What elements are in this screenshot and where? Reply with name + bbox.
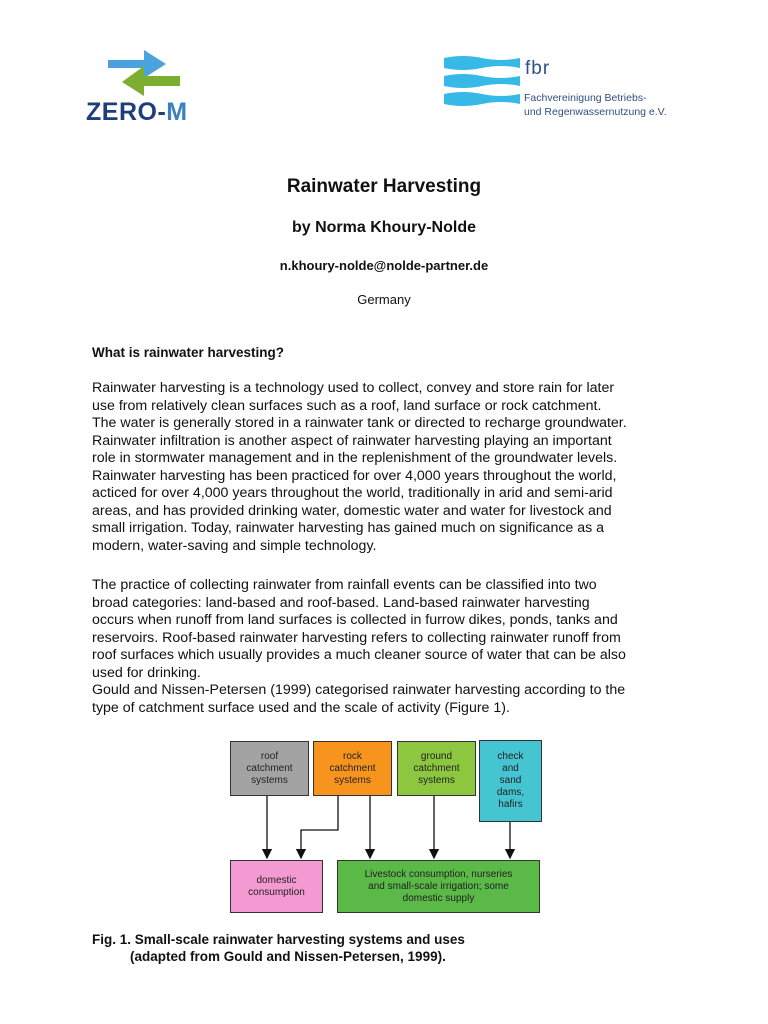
- zero-m-text-a: ZER: [86, 98, 138, 126]
- author-country: Germany: [357, 292, 411, 307]
- fbr-waves-icon: [444, 54, 520, 114]
- fbr-name: fbr: [525, 58, 551, 79]
- box-rock-catchment: rock catchment systems: [313, 741, 392, 796]
- box-domestic-consumption: domestic consumption: [230, 860, 323, 913]
- fbr-logo: [444, 54, 684, 124]
- figure-caption: [92, 931, 465, 965]
- box-livestock-consumption: Livestock consumption, nurseries and small-scale irrigation; some domestic supply: [337, 860, 540, 913]
- author-email: n.khoury-nolde@nolde-partner.de: [279, 258, 489, 273]
- zero-m-logo: [86, 46, 206, 126]
- box-ground-catchment: ground catchment systems: [397, 741, 476, 796]
- zero-m-text-c: M: [166, 98, 188, 126]
- box-roof-catchment: roof catchment systems: [230, 741, 309, 796]
- zero-m-text-b: O-: [137, 98, 167, 126]
- zero-m-wordmark: [86, 98, 188, 127]
- fbr-line-2: und Regenwassernutzung e.V.: [524, 106, 667, 118]
- fbr-line-1: Fachvereinigung Betriebs-: [524, 92, 647, 104]
- caption-line-1: Fig. 1. Small-scale rainwater harvesting systems and uses: [92, 932, 465, 947]
- paragraph-1: Rainwater harvesting is a technology used to collect, convey and store rain for later use from relatively clean surfaces such as a roof, land surface or rock catchment. The water is generally stored in a rainwater tank or directed to recharge groundwater. Rainwater infiltration is another aspect of rainwater harvesting playing an important role in stormwater management and in the replenishment of the groundwater levels. Rainwater harvesting has been practiced for over 4,000 years throughout the world, acticed for over 4,000 years throughout the world, traditionally in arid and semi-arid areas, and has provided drinking water, domestic water and water for livestock and small irrigation. Today, rainwater harvesting has gained much on significance as a modern, water-saving and simple technology.: [92, 380, 627, 554]
- document-title: Rainwater Harvesting: [286, 176, 482, 197]
- box-check-dams: check and sand dams, hafirs: [479, 740, 542, 822]
- caption-line-2: (adapted from Gould and Nissen-Petersen, 1999).: [130, 949, 446, 964]
- arrow-rock-domestic: [301, 796, 338, 858]
- author-line: by Norma Khoury-Nolde: [291, 219, 476, 236]
- paragraph-2: The practice of collecting rainwater from rainfall events can be classified into two broad categories: land-based and roof-based. Land-based rainwater harvesting occurs when runoff from land surfaces is collected in furrow dikes, ponds, tanks and reservoirs. Roof-based rainwater harvesting refers to collecting rainwater runoff from roof surfaces which usually provides a much cleaner source of water that can be also used for drinking. Gould and Nissen-Petersen (1999) categorised rainwater harvesting according to the type of catchment surface used and the scale of activity (Figure 1).: [92, 577, 626, 716]
- section-heading: What is rainwater harvesting?: [92, 345, 285, 360]
- zero-m-arrows-icon: [104, 46, 184, 98]
